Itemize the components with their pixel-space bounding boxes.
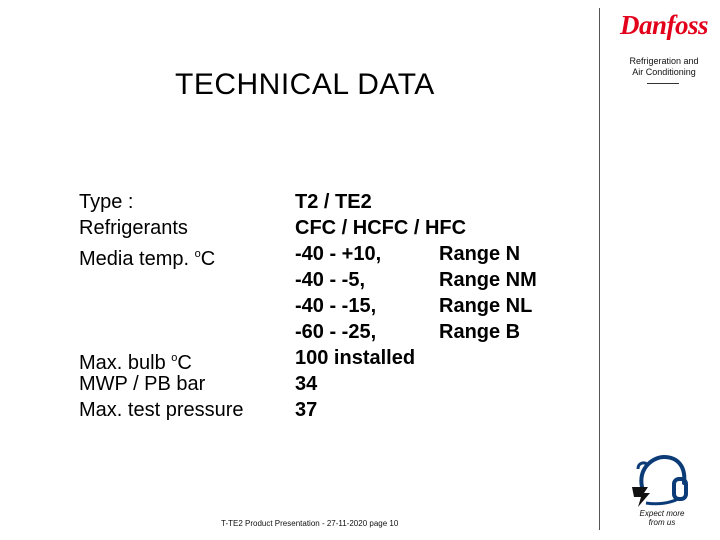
- expect-more-text: Expect more from us: [639, 509, 685, 527]
- page-title: TECHNICAL DATA: [175, 68, 435, 101]
- media-temp-row: -40 - -15, Range NL: [295, 295, 533, 317]
- label-type: Type :: [79, 191, 134, 213]
- media-temp-row: -40 - -5, Range NM: [295, 269, 537, 291]
- tagline-line-1: Refrigeration and: [629, 56, 699, 66]
- value-mwp: 34: [295, 373, 318, 395]
- spec-labels: [79, 189, 244, 423]
- spec-values: [295, 189, 555, 423]
- headset-icon: [628, 453, 692, 509]
- media-temp-row: -40 - +10, Range N: [295, 243, 521, 265]
- label-max-bulb: Max. bulb $^o$C: [79, 352, 192, 374]
- label-refrigerants: Refrigerants: [79, 217, 188, 239]
- label-media-temp: Media temp. $^o$C: [79, 248, 216, 270]
- vertical-divider: [599, 8, 600, 530]
- label-max-test: Max. test pressure: [79, 399, 244, 421]
- tagline-underline: [647, 83, 679, 84]
- danfoss-logo: Danfoss: [619, 10, 709, 40]
- tagline-line-2: Air Conditioning: [632, 67, 696, 77]
- value-type: T2 / TE2: [295, 191, 372, 213]
- value-max-test: 37: [295, 399, 318, 421]
- media-temp-row: -60 - -25, Range B: [295, 321, 521, 343]
- brand-tagline: [612, 56, 716, 78]
- footer-text: T-TE2 Product Presentation - 27-11-2020 page 10: [221, 519, 399, 528]
- value-refrigerants: CFC / HCFC / HFC: [295, 217, 467, 239]
- value-max-bulb: 100 installed: [295, 347, 416, 369]
- label-mwp: MWP / PB bar: [79, 373, 206, 395]
